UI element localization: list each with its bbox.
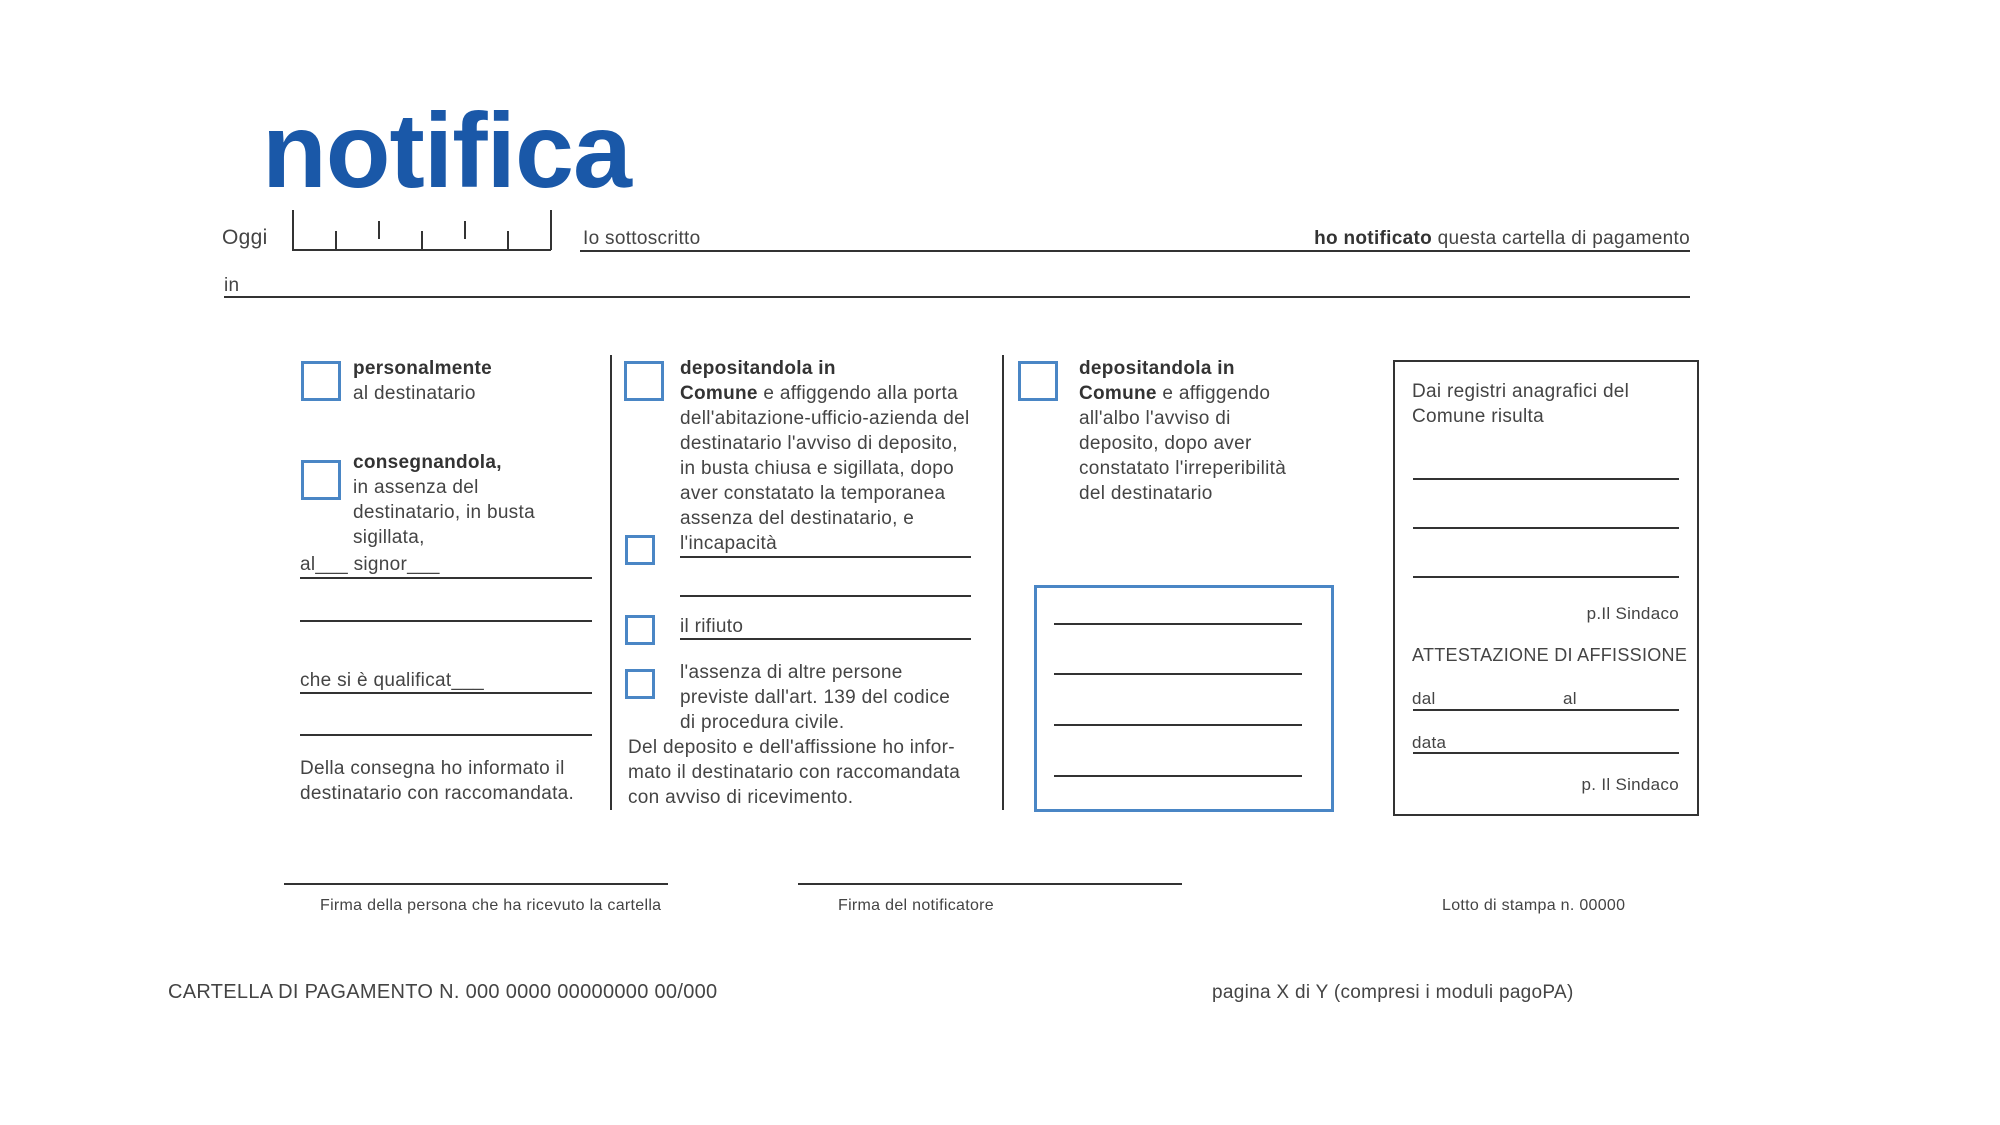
qualificat-label: che si è qualificat___ [300,670,485,691]
dal-label: dal [1412,689,1436,708]
lotto-label: Lotto di stampa n. 00000 [1442,897,1626,914]
albo-box-line-3[interactable] [1054,724,1302,726]
comune-albo-rest: e affiggendo [1162,383,1271,404]
porta-desc-3: in busta chiusa e sigillata, dopo [680,458,954,479]
deposito-info-3: con avviso di ricevimento. [628,787,854,808]
consegnandola-line-1: in assenza del [353,477,479,498]
porta-desc-4: aver constatato la temporanea [680,483,946,504]
depositandola-albo-checkbox[interactable] [1018,361,1058,401]
dal-al-line[interactable] [1413,709,1679,711]
personalmente-rest: al destinatario [353,383,476,404]
consegnandola-label: consegnandola, [353,452,502,473]
assenza-line-2: previste dall'art. 139 del codice [680,687,951,708]
attestazione-heading: ATTESTAZIONE DI AFFISSIONE [1412,645,1688,665]
pagina-label: pagina X di Y (compresi i moduli pagoPA) [1212,982,1574,1003]
qualificat-line[interactable] [300,692,592,694]
depositandola-porta-label: depositandola in [680,358,836,379]
albo-box-line-4[interactable] [1054,775,1302,777]
consegna-info-1: Della consegna ho informato il [300,758,565,779]
porta-desc-5: assenza del destinatario, e [680,508,915,529]
depositandola-porta-checkbox[interactable] [624,361,664,401]
incapacita-label: l'incapacità [680,533,778,554]
consegnandola-line-3: sigillata, [353,527,425,548]
sottoscritto-label: Io sottoscritto [583,228,701,249]
assenza-line-1: l'assenza di altre persone [680,662,903,683]
assenza-checkbox[interactable] [625,669,655,699]
albo-box-line-2[interactable] [1054,673,1302,675]
consegnandola-line-2: destinatario, in busta [353,502,535,523]
deposito-info-2: mato il destinatario con raccomandata [628,762,961,783]
albo-box-line-1[interactable] [1054,623,1302,625]
al-label: al [1563,689,1577,708]
al-signor-label: al___ signor___ [300,554,440,575]
albo-box[interactable] [1034,585,1334,812]
rifiuto-line[interactable] [680,638,971,640]
albo-desc-4: del destinatario [1079,483,1213,504]
incapacita-line-2[interactable] [680,595,971,597]
depositandola-albo-label: depositandola in [1079,358,1235,379]
comune-porta-text [680,381,958,406]
data-line[interactable] [1413,752,1679,754]
albo-desc-2: deposito, dopo aver [1079,433,1252,454]
column-divider-2 [1002,355,1004,810]
rifiuto-label: il rifiuto [680,616,744,637]
comune-albo-bold: Comune [1079,383,1157,404]
sindaco-1: p.Il Sindaco [1586,604,1679,623]
assenza-line-3: di procedura civile. [680,712,845,733]
registri-line-2: Comune risulta [1412,406,1544,427]
registri-field-2[interactable] [1413,527,1679,529]
comune-albo-text [1079,381,1270,406]
consegnandola-checkbox[interactable] [301,460,341,500]
cartella-number: CARTELLA DI PAGAMENTO N. 000 0000 00000000 00/000 [168,981,718,1003]
personalmente-label: personalmente [353,358,493,379]
porta-desc-1: dell'abitazione-ufficio-azienda del [680,408,970,429]
albo-desc-3: constatato l'irreperibilità [1079,458,1287,479]
al-signor-line[interactable] [300,577,592,579]
notificato-rest: questa cartella di pagamento [1437,228,1690,249]
rifiuto-checkbox[interactable] [625,615,655,645]
sindaco-2: p. Il Sindaco [1581,775,1679,794]
comune-porta-bold: Comune [680,383,758,404]
registri-field-1[interactable] [1413,478,1679,480]
registri-field-3[interactable] [1413,576,1679,578]
in-line[interactable] [224,296,1690,298]
albo-desc-1: all'albo l'avviso di [1079,408,1231,429]
firma-notificatore-label: Firma del notificatore [838,897,994,914]
registri-line-1: Dai registri anagrafici del [1412,381,1630,402]
name-line-2[interactable] [300,620,592,622]
firma-ricevuto-line[interactable] [284,883,668,885]
incapacita-checkbox[interactable] [625,535,655,565]
firma-notificatore-line[interactable] [798,883,1182,885]
personalmente-checkbox[interactable] [301,361,341,401]
qualificat-line-2[interactable] [300,734,592,736]
incapacita-line[interactable] [680,556,971,558]
in-label: in [224,275,240,296]
notificato-bold: ho notificato [1314,228,1432,249]
deposito-info-1: Del deposito e dell'affissione ho infor- [628,737,955,758]
comune-porta-rest: e affiggendo alla porta [763,383,958,404]
porta-desc-2: destinatario l'avviso di deposito, [680,433,958,454]
data-label: data [1412,733,1447,752]
firma-ricevuto-label: Firma della persona che ha ricevuto la cartella [320,897,662,914]
sottoscritto-line[interactable] [580,250,1690,252]
consegna-info-2: destinatario con raccomandata. [300,783,575,804]
column-divider-1 [610,355,612,810]
notificato-text [1314,226,1690,251]
page-title: notifica [262,92,631,210]
oggi-label: Oggi [222,226,268,249]
